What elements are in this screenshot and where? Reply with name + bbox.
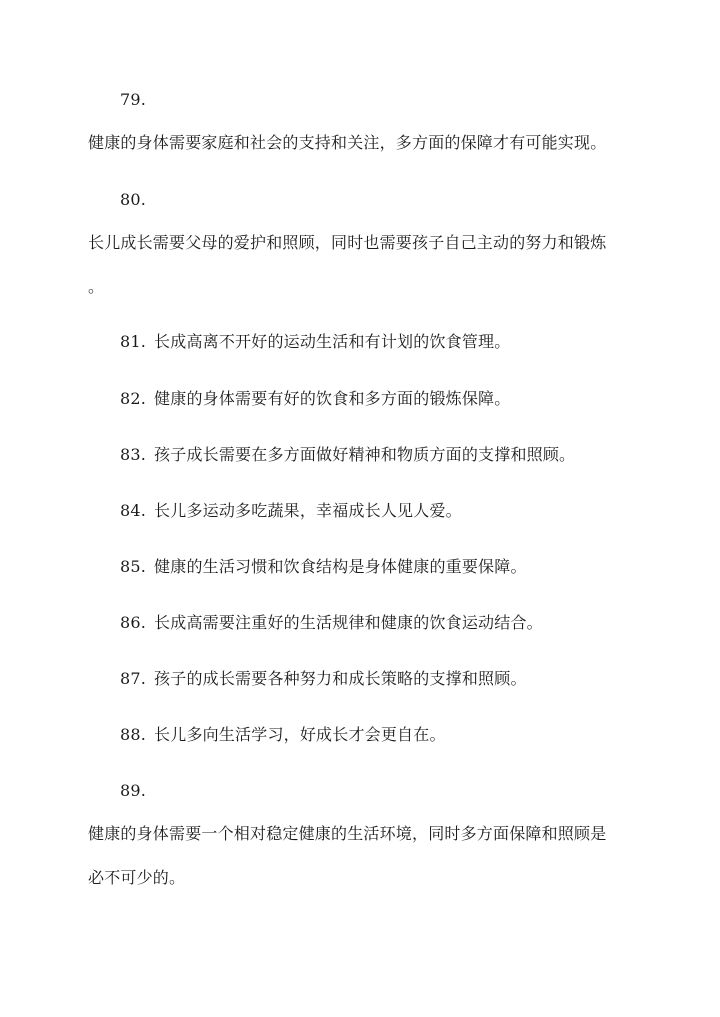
item-82-text: 健康的身体需要有好的饮食和多方面的锻炼保障。 [154, 389, 511, 408]
item-86-text: 长成高需要注重好的生活规律和健康的饮食运动结合。 [154, 613, 543, 632]
item-88-text: 长儿多向生活学习，好成长才会更自在。 [154, 725, 446, 744]
item-85-number: 85. [120, 557, 147, 576]
item-89-text-line-2: 必不可少的。 [88, 868, 186, 887]
list-item [120, 669, 527, 689]
list-item [120, 613, 543, 633]
list-item [120, 332, 510, 352]
item-87-text: 孩子的成长需要各种努力和成长策略的支撑和照顾。 [154, 669, 527, 688]
item-79-number: 79. [120, 90, 147, 109]
item-79-text: 健康的身体需要家庭和社会的支持和关注，多方面的保障才有可能实现。 [88, 133, 607, 152]
item-80-text-line-1: 长儿成长需要父母的爱护和照顾，同时也需要孩子自己主动的努力和锻炼 [88, 233, 607, 252]
item-88-number: 88. [120, 725, 147, 744]
list-item [120, 501, 462, 521]
item-84-text: 长儿多运动多吃蔬果，幸福成长人见人爱。 [154, 501, 462, 520]
item-85-text: 健康的生活习惯和饮食结构是身体健康的重要保障。 [154, 557, 527, 576]
item-82-number: 82. [120, 389, 147, 408]
list-item [120, 725, 446, 745]
item-83-text: 孩子成长需要在多方面做好精神和物质方面的支撑和照顾。 [154, 445, 576, 464]
list-item [120, 445, 575, 465]
item-86-number: 86. [120, 613, 147, 632]
item-87-number: 87. [120, 669, 147, 688]
item-89-number: 89. [120, 781, 147, 800]
item-81-number: 81. [120, 332, 147, 351]
item-83-number: 83. [120, 445, 147, 464]
item-81-text: 长成高离不开好的运动生活和有计划的饮食管理。 [154, 332, 511, 351]
item-80-number: 80. [120, 190, 147, 209]
list-item [120, 557, 527, 577]
item-89-text-line-1: 健康的身体需要一个相对稳定健康的生活环境，同时多方面保障和照顾是 [88, 824, 607, 843]
item-84-number: 84. [120, 501, 147, 520]
list-item [120, 389, 510, 409]
item-80-text-line-2: 。 [88, 277, 105, 296]
